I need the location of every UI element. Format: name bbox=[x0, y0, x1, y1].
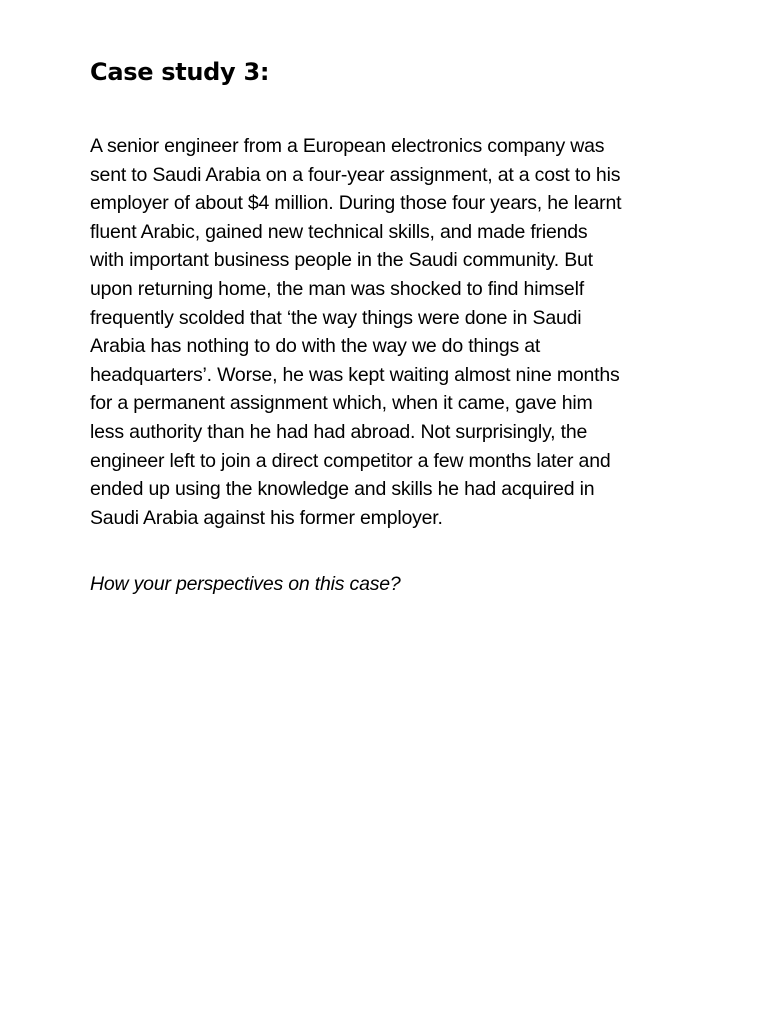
case-study-heading: Case study 3: bbox=[90, 58, 270, 86]
paragraph-line: for a permanent assignment which, when it came, gave him bbox=[90, 392, 593, 415]
paragraph-line: employer of about $4 million. During those four years, he learnt bbox=[90, 192, 622, 215]
paragraph-line: ended up using the knowledge and skills he had acquired in bbox=[90, 478, 595, 501]
paragraph-line: A senior engineer from a European electronics company was bbox=[90, 135, 605, 157]
paragraph-line: headquarters’. Worse, he was kept waiting almost nine months bbox=[90, 363, 620, 386]
paragraph-line: engineer left to join a direct competitor a few months later and bbox=[90, 449, 611, 472]
paragraph-line: with important business people in the Saudi community. But bbox=[90, 249, 593, 272]
case-study-paragraph bbox=[90, 132, 690, 532]
discussion-question: How your perspectives on this case? bbox=[90, 573, 401, 595]
paragraph-line: upon returning home, the man was shocked to find himself bbox=[90, 277, 584, 300]
paragraph-line: sent to Saudi Arabia on a four-year assignment, at a cost to his bbox=[90, 163, 621, 186]
paragraph-line: frequently scolded that ‘the way things were done in Saudi bbox=[90, 306, 582, 329]
paragraph-line: less authority than he had had abroad. Not surprisingly, the bbox=[90, 420, 588, 443]
paragraph-line: fluent Arabic, gained new technical skills, and made friends bbox=[90, 220, 588, 243]
paragraph-line: Arabia has nothing to do with the way we do things at bbox=[90, 335, 541, 358]
paragraph-line: Saudi Arabia against his former employer. bbox=[90, 506, 443, 529]
